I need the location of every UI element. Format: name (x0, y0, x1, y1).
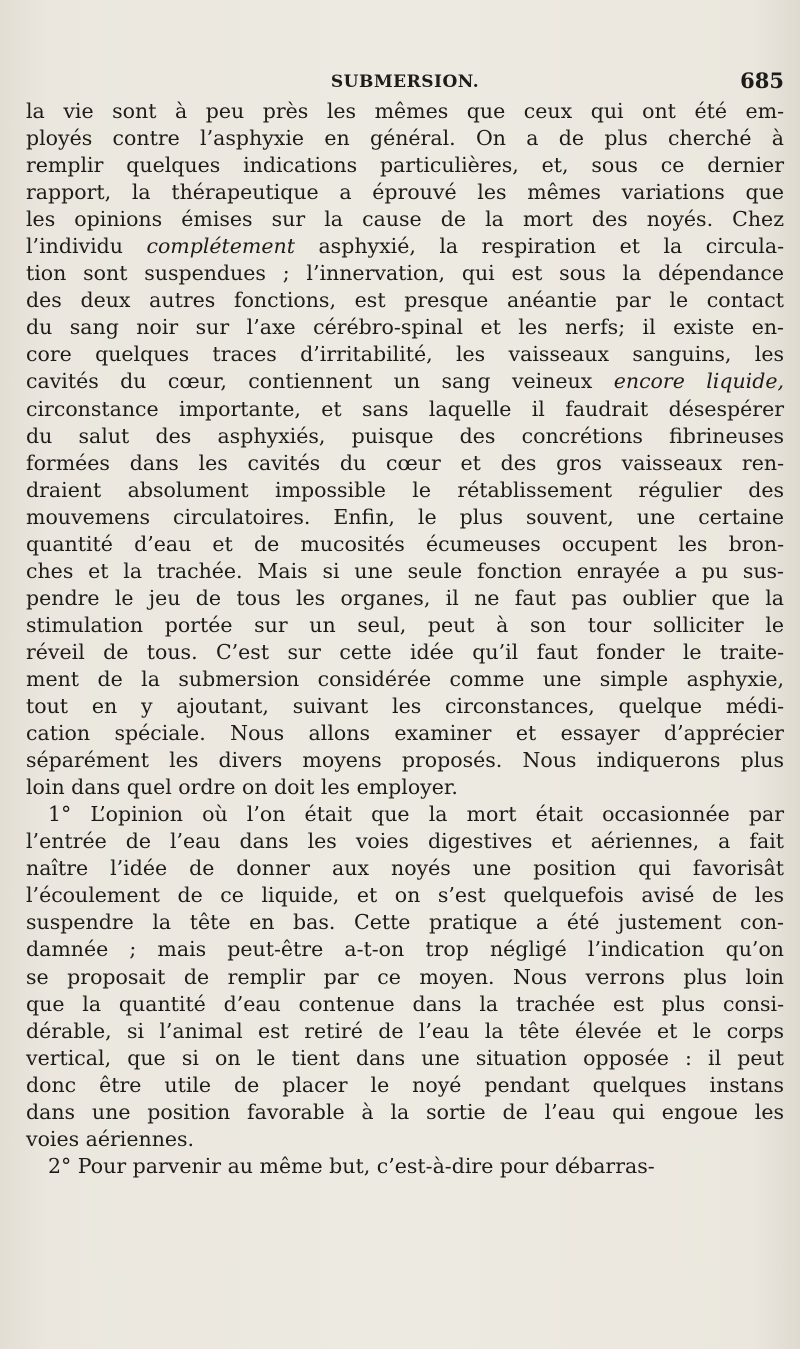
text-segment: 2° Pour parvenir au même but, c’est-à-dire pour débarras- (48, 1153, 655, 1178)
text-segment: mouvemens circulatoires. Enfin, le plus souvent, une certaine (26, 504, 784, 529)
text-segment: damnée ; mais peut-être a-t-on trop négligé l’indication qu’on (26, 937, 784, 962)
italic-text: complétement (146, 234, 295, 259)
text-line (26, 693, 784, 720)
text-segment: ment de la submersion considérée comme une simple asphyxie, (26, 666, 784, 691)
text-line (26, 936, 784, 963)
body-text (26, 98, 784, 1180)
text-segment: tion sont suspendues ; l’innervation, qui est sous la dépendance (26, 261, 784, 286)
text-segment: se proposait de remplir par ce moyen. Nous verrons plus loin (26, 964, 784, 989)
text-segment: core quelques traces d’irritabilité, les vaisseaux sanguins, les (26, 342, 784, 367)
text-line (26, 450, 784, 477)
text-line (26, 720, 784, 747)
text-segment: ployés contre l’asphyxie en général. On a de plus cherché à (26, 126, 784, 151)
text-line (26, 909, 784, 936)
text-segment: la vie sont à peu près les mêmes que ceux qui ont été em- (26, 99, 784, 123)
text-segment: l’individu (26, 234, 147, 259)
text-segment: vertical, que si on le tient dans une situation opposée : il peut (26, 1045, 784, 1070)
text-segment: pendre le jeu de tous les organes, il ne faut pas oublier que la (26, 585, 784, 610)
text-line (26, 612, 784, 639)
text-line (26, 774, 784, 801)
page-header (26, 68, 784, 98)
text-line (26, 964, 784, 991)
text-segment: l’entrée de l’eau dans les voies digestives et aériennes, a fait (26, 829, 784, 854)
text-segment: formées dans les cavités du cœur et des gros vaisseaux ren- (26, 450, 784, 475)
text-segment: les opinions émises sur la cause de la mort des noyés. Chez (26, 207, 784, 232)
text-segment: circonstance importante, et sans laquelle il faudrait désespérer (26, 396, 784, 421)
text-segment: voies aériennes. (26, 1126, 195, 1151)
text-segment: remplir quelques indications particulières, et, sous ce dernier (26, 153, 784, 178)
text-segment: suspendre la tête en bas. Cette pratique a été justement con- (26, 910, 784, 935)
text-segment: naître l’idée de donner aux noyés une position qui favorisât (26, 856, 784, 881)
text-line (26, 206, 784, 233)
text-segment: des deux autres fonctions, est presque anéantie par le contact (26, 288, 784, 313)
text-segment: dans une position favorable à la sortie de l’eau qui engoue les (26, 1099, 784, 1124)
paragraph (26, 1153, 784, 1180)
text-line (26, 314, 784, 341)
text-line (26, 531, 784, 558)
text-line (26, 747, 784, 774)
text-segment: dérable, si l’animal est retiré de l’eau la tête élevée et le corps (26, 1018, 784, 1043)
running-head: SUBMERSION. (330, 72, 480, 92)
text-segment: séparément les divers moyens proposés. Nous indiquerons plus (26, 748, 784, 773)
text-line (26, 287, 784, 314)
text-segment: asphyxié, la respiration et la circula- (294, 234, 784, 259)
text-line (26, 558, 784, 585)
text-line (26, 98, 784, 125)
text-line (26, 801, 784, 828)
text-line (26, 991, 784, 1018)
text-line (26, 639, 784, 666)
text-line (26, 1072, 784, 1099)
text-segment: tout en y ajoutant, suivant les circonstances, quelque médi- (26, 694, 784, 719)
text-line (26, 828, 784, 855)
text-line (26, 125, 784, 152)
text-segment: 1° L’opinion où l’on était que la mort était occasionnée par (48, 802, 784, 827)
text-line (26, 585, 784, 612)
text-line (26, 341, 784, 368)
text-line (26, 1045, 784, 1072)
italic-text: encore liquide, (613, 369, 785, 394)
text-segment: donc être utile de placer le noyé pendant quelques instans (26, 1072, 784, 1097)
text-line (26, 1126, 784, 1153)
text-line (26, 504, 784, 531)
text-segment: réveil de tous. C’est sur cette idée qu’il faut fonder le traite- (26, 639, 784, 664)
text-line (26, 477, 784, 504)
text-segment: ches et la trachée. Mais si une seule fonction enrayée a pu sus- (26, 558, 784, 583)
text-line (26, 423, 784, 450)
text-segment: stimulation portée sur un seul, peut à son tour solliciter le (26, 612, 784, 637)
text-segment: du salut des asphyxiés, puisque des concrétions fibrineuses (26, 423, 784, 448)
text-line (26, 233, 784, 260)
text-line (26, 152, 784, 179)
text-line (26, 396, 784, 423)
text-line (26, 666, 784, 693)
text-segment: que la quantité d’eau contenue dans la trachée est plus consi- (26, 991, 784, 1016)
text-segment: cavités du cœur, contiennent un sang veineux (26, 369, 614, 394)
text-line (26, 368, 784, 395)
text-line (26, 179, 784, 206)
text-segment: draient absolument impossible le rétablissement régulier des (26, 477, 784, 502)
paragraph (26, 98, 784, 801)
paragraph (26, 801, 784, 1153)
page-number: 685 (740, 68, 784, 93)
text-line (26, 1099, 784, 1126)
text-segment: cation spéciale. Nous allons examiner et essayer d’apprécier (26, 721, 784, 746)
text-line (26, 855, 784, 882)
text-segment: du sang noir sur l’axe cérébro-spinal et les nerfs; il existe en- (26, 315, 784, 340)
text-line (26, 260, 784, 287)
text-line (26, 882, 784, 909)
text-segment: rapport, la thérapeutique a éprouvé les mêmes variations que (26, 180, 784, 205)
text-segment: l’écoulement de ce liquide, et on s’est quelquefois avisé de les (26, 883, 784, 908)
text-segment: quantité d’eau et de mucosités écumeuses occupent les bron- (26, 531, 784, 556)
text-line (26, 1018, 784, 1045)
text-segment: loin dans quel ordre on doit les employer. (26, 775, 458, 800)
text-line (26, 1153, 784, 1180)
